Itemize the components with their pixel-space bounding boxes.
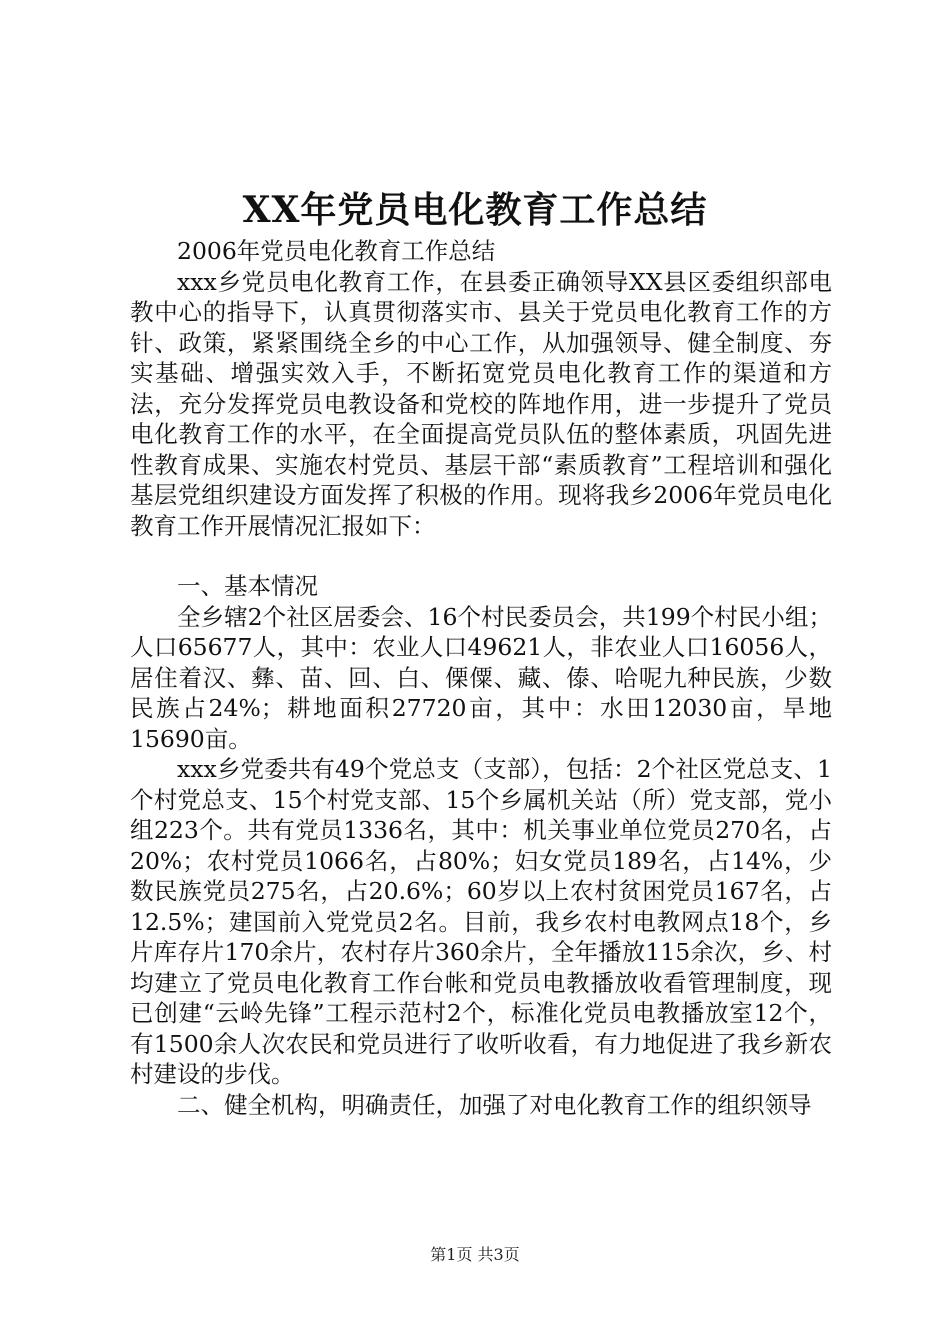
- section-heading-basic-situation: 一、基本情况: [177, 572, 318, 600]
- intro-paragraph: xxx乡党员电化教育工作，在县委正确领导XX县区委组织部电教中心的指导下，认真贯彻落实市、县关于党员电化教育工作的方针、政策，紧紧围绕全乡的中心工作，从加强领导、健全制度、夯实基础、增强实效入手，不断拓宽党员电化教育工作的渠道和方法，充分发挥党员电教设备和党校的阵地作用，进一步提升了党员电化教育工作的水平，在全面提高党员队伍的整体素质，巩固先进性教育成果、实施农村党员、基层干部“素质教育”工程培训和强化基层党组织建设方面发挥了积极的作用。现将我乡2006年党员电化教育工作开展情况汇报如下：: [130, 267, 832, 540]
- population-paragraph: 全乡辖2个社区居委会、16个村民委员会，共199个村民小组；人口65677人，其中：农业人口49621人，非农业人口16056人，居住着汉、彝、苗、回、白、傈僳、藏、傣、哈呢九种民族，少数民族占24%；耕地面积27720亩，其中：水田12030亩，旱地15690亩。: [130, 602, 832, 753]
- document-body: [130, 236, 832, 1120]
- section-heading-organization: 二、健全机构，明确责任，加强了对电化教育工作的组织领导: [177, 1090, 812, 1119]
- party-organization-paragraph: xxx乡党委共有49个党总支（支部），包括：2个社区党总支、1个村党总支、15个村党支部、15个乡属机关站（所）党支部，党小组223个。共有党员1336名，其中：机关事业单位党员270名，占20%；农村党员1066名，占80%；妇女党员189名，占14%，少数民族党员275名，占20.6%；60岁以上农村贫困党员167名，占12.5%；建国前入党党员2名。目前，我乡农村电教网点18个，乡片库存片170余片，农村存片360余片，全年播放115余次，乡、村均建立了党员电化教育工作台帐和党员电教播放收看管理制度，现已创建“云岭先锋”工程示范村2个，标准化党员电教播放室12个，有1500余人次农民和党员进行了收听收看，有力地促进了我乡新农村建设的步伐。: [130, 755, 832, 1088]
- subtitle-paragraph: 2006年党员电化教育工作总结: [177, 237, 496, 265]
- document-title: XX年党员电化教育工作总结: [242, 189, 708, 231]
- page-footer: 第1页 共3页: [430, 1245, 520, 1264]
